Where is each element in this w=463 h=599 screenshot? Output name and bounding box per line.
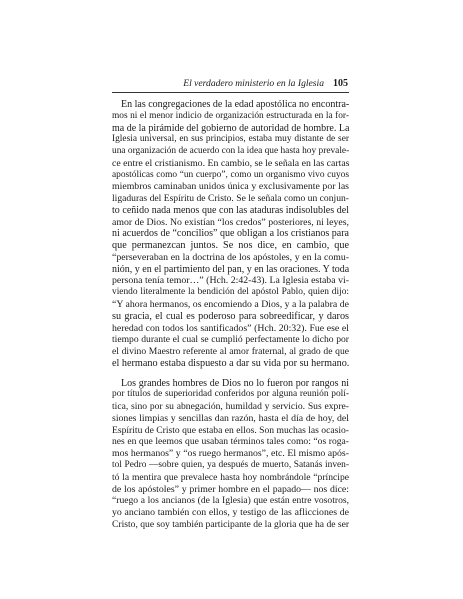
text-line: mos ni el menor indicio de organización estructurada en la for-	[112, 110, 349, 121]
text-line: En las congregaciones de la edad apostólica no encontra-	[121, 99, 350, 110]
text-line: mos hermanos” y “os ruego hermanos”, etc. El mismo após-	[112, 448, 349, 460]
text-line: nes en que leemos que usaban términos tales como: “os roga-	[112, 436, 349, 448]
page-body	[112, 99, 349, 531]
text-line: ce entre el cristianismo. En cambio, se le señala en las cartas	[112, 157, 350, 169]
text-line: ligaduras del Espíritu de Cristo. Se le señala como un conjun-	[112, 193, 349, 205]
paragraph-1	[112, 99, 349, 370]
text-line: viendo literalmente la bendición del apóstol Pablo, quien dijo:	[112, 287, 349, 298]
text-line: el hermano estaba dispuesto a dar su vida por su hermano.	[112, 357, 350, 369]
text-line: el divino Maestro referente al amor fraternal, al grado de que	[112, 346, 349, 358]
text-line: Espíritu de Cristo que estaba en ellos. Son muchas las ocasio-	[112, 424, 349, 436]
text-line: que permanezcan juntos. Se nos dice, en cambio, que	[112, 240, 349, 252]
page-number: 105	[333, 78, 348, 89]
text-line: ma de la pirámide del gobierno de autoridad de hombre. La	[112, 122, 350, 134]
text-line: “Y ahora hermanos, os encomiendo a Dios, y a la palabra de	[112, 299, 349, 311]
text-line: tica, sino por su abnegación, humildad y servicio. Sus expre-	[112, 401, 349, 413]
header-rule	[112, 92, 349, 93]
text-line: heredad con todos los santificados” (Hch. 20:32). Fue ese el	[112, 322, 349, 334]
text-line: apostólicas como “un cuerpo”, como un organismo vivo cuyos	[112, 169, 349, 180]
paragraph-2	[112, 378, 349, 531]
text-line: Los grandes hombres de Dios no lo fueron por rangos ni	[121, 377, 349, 389]
text-line: Cristo, que soy también participante de la gloria que ha de ser	[112, 518, 350, 530]
text-line: nión, y en el partimiento del pan, y en las oraciones. Y toda	[112, 263, 350, 275]
running-title: El verdadero ministerio en la Iglesia	[183, 78, 324, 89]
text-line: persona tenía temor…” (Hch. 2:42-43). La Iglesia estaba vi-	[112, 275, 349, 287]
text-line: siones limpias y sencillas dan razón, hasta el día de hoy, del	[112, 412, 349, 424]
text-line: to ceñido nada menos que con las ataduras indisolubles del	[112, 204, 349, 216]
text-line: su gracia, el cual es poderoso para sobreedificar, y daros	[112, 310, 349, 322]
text-line: amor de Dios. No existían “los credos” posteriores, ni leyes,	[112, 216, 349, 228]
text-line: yo anciano también con ellos, y testigo de las aflicciones de	[112, 507, 349, 519]
text-line: miembros caminaban unidos única y exclusivamente por las	[112, 181, 349, 193]
text-line: una organización de acuerdo con la idea que hasta hoy prevale-	[112, 146, 350, 157]
text-line: Iglesia universal, en sus principios, estaba muy distante de ser	[112, 134, 349, 145]
text-line: “perseveraban en la doctrina de los apóstoles, y en la comu-	[112, 251, 349, 263]
text-line: por títulos de superioridad conferidos por alguna reunión polí-	[112, 389, 349, 400]
text-line: ni acuerdos de “concilios” que obligan a los cristianos para	[112, 228, 349, 240]
text-line: “ruego a los ancianos (de la Iglesia) que están entre vosotros,	[112, 495, 349, 507]
text-line: tiempo durante el cual se cumplió perfectamente lo dicho por	[112, 334, 349, 346]
text-line: tó la mentira que prevalece hasta hoy nombrándole “príncipe	[112, 471, 349, 483]
text-line: tol Pedro —sobre quien, ya después de muerto, Satanás inven-	[112, 459, 349, 470]
page-header	[112, 78, 348, 90]
text-line: de los apóstoles” y primer hombre en el papado— nos dice:	[112, 483, 349, 495]
